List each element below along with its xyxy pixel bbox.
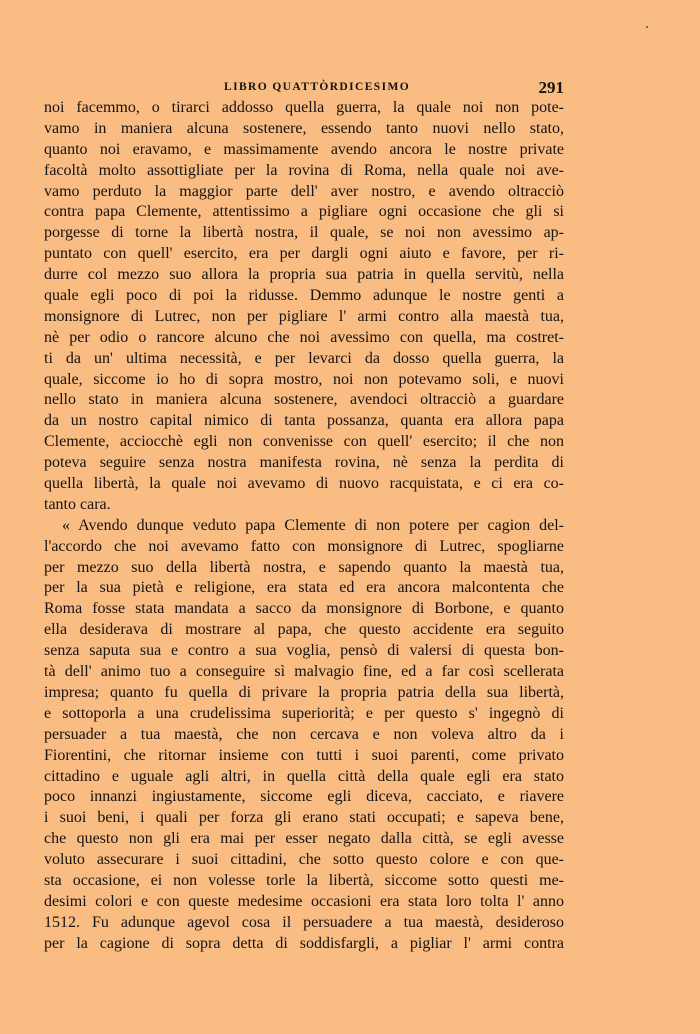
text-line: per la sua pietà e religione, era stata ed era ancora malcontenta che [44,579,564,597]
text-line: ti da un' ultima necessità, e per levarci da dosso quella guerra, la [44,349,564,367]
text-line: impresa; quanto fu quella di privare la propria patria della sua libertà, [44,683,564,701]
text-line: desimi colori e con queste medesime occasioni era stata loro tolta l' anno [44,892,564,910]
text-line: persuader a tua maestà, che non cercava e non voleva altro da i [44,725,564,743]
text-line: noi facemmo, o tirarci addosso quella guerra, la quale noi non pote- [44,99,564,116]
text-line: 1512. Fu adunque agevol cosa il persuadere a tua maestà, desideroso [44,913,564,931]
text-line: contra papa Clemente, attentissimo a pigliare ogni occasione che gli si [44,203,564,221]
text-line: senza saputa sua e contro a sua voglia, pensò di valersi di questa bon- [44,642,564,660]
text-line: porgesse di torne la libertà nostra, il quale, se noi non avessimo ap- [44,224,564,242]
text-line: per la cagione di sopra detta di soddisfargli, a pigliar l' armi contra [44,934,564,952]
text-line: i suoi beni, i quali per forza gli erano stati occupati; e sapeva bene, [44,809,564,827]
text-line: da un nostro capital nimico di tanta possanza, quanta era allora papa [44,412,564,430]
text-line: vamo in maniera alcuna sostenere, essendo tanto nuovi nello stato, [44,119,564,137]
text-line: Roma fosse stata mandata a sacco da monsignore di Borbone, e quanto [44,600,564,618]
text-line: facoltà molto assottigliate per la rovina di Roma, nella quale noi ave- [44,161,564,179]
text-line: cittadino e uguale agli altri, in quella città della quale egli era stato [44,767,564,785]
text-line: poteva seguire senza nostra manifesta rovina, nè senza la perdita di [44,454,564,472]
text-line: tanto cara. [44,495,111,513]
text-line: nello stato in maniera alcuna sostenere, avendoci oltracciò a guardare [44,391,564,409]
text-line: Fiorentini, che ritornar insieme con tutti i suoi parenti, come privato [44,746,564,764]
text-line: nè per odio o rancore alcuno che noi avessimo con quella, ma costret- [44,328,564,346]
text-line: quale egli poco di poi la ridusse. Demmo adunque le nostre genti a [44,287,564,305]
text-line: durre col mezzo suo allora la propria sua patria in quella servitù, nella [44,266,564,284]
text-line: quella libertà, la quale noi avevamo di nuovo racquistata, e ci era co- [44,475,564,493]
page-speck [646,26,648,28]
running-head: LIBRO QUATTÒRDICESIMO [224,81,411,93]
text-line: voluto assecurare i suoi cittadini, che sotto questo colore e con que- [44,851,564,869]
text-line: quanto noi eravamo, e massimamente avendo ancora le nostre private [44,140,564,158]
text-line: puntato con quell' esercito, era per dargli ogni aiuto e favore, per ri- [44,245,564,263]
text-line: quale, siccome io ho di sopra mostro, noi non potevamo soli, e nuovi [44,370,564,388]
text-line: tà dell' animo tuo a conseguire sì malvagio fine, ed a far così scellerata [44,663,564,681]
text-line: ella desiderava di mostrare al papa, che questo accidente era seguito [44,621,564,639]
page-header [44,78,564,100]
text-line: e sottoporla a una crudelissima superiorità; e per questo s' ingegnò di [44,704,564,722]
text-line: sta occasione, ei non volesse torle la libertà, siccome sotto questi me- [44,871,564,889]
text-line: Clemente, acciocchè egli non convenisse con quell' esercito; il che non [44,433,564,451]
page-number: 291 [538,78,564,97]
body-text [44,98,564,955]
text-line: poco innanzi ingiustamente, siccome egli diceva, cacciato, e riavere [44,788,564,806]
text-line: l'accordo che noi avevamo fatto con monsignore di Lutrec, spogliarne [44,537,564,555]
text-line: monsignore di Lutrec, non per pigliare l' armi contro alla maestà tua, [44,307,564,325]
text-line: che questo non gli era mai per esser negato dalla città, se egli avesse [44,830,564,848]
text-line: « Avendo dunque veduto papa Clemente di non potere per cagion del- [62,516,564,534]
text-line: per mezzo suo della libertà nostra, e sapendo quanto la maestà tua, [44,558,564,576]
text-line: vamo perduto la maggior parte dell' aver nostro, e avendo oltracciò [44,182,564,200]
